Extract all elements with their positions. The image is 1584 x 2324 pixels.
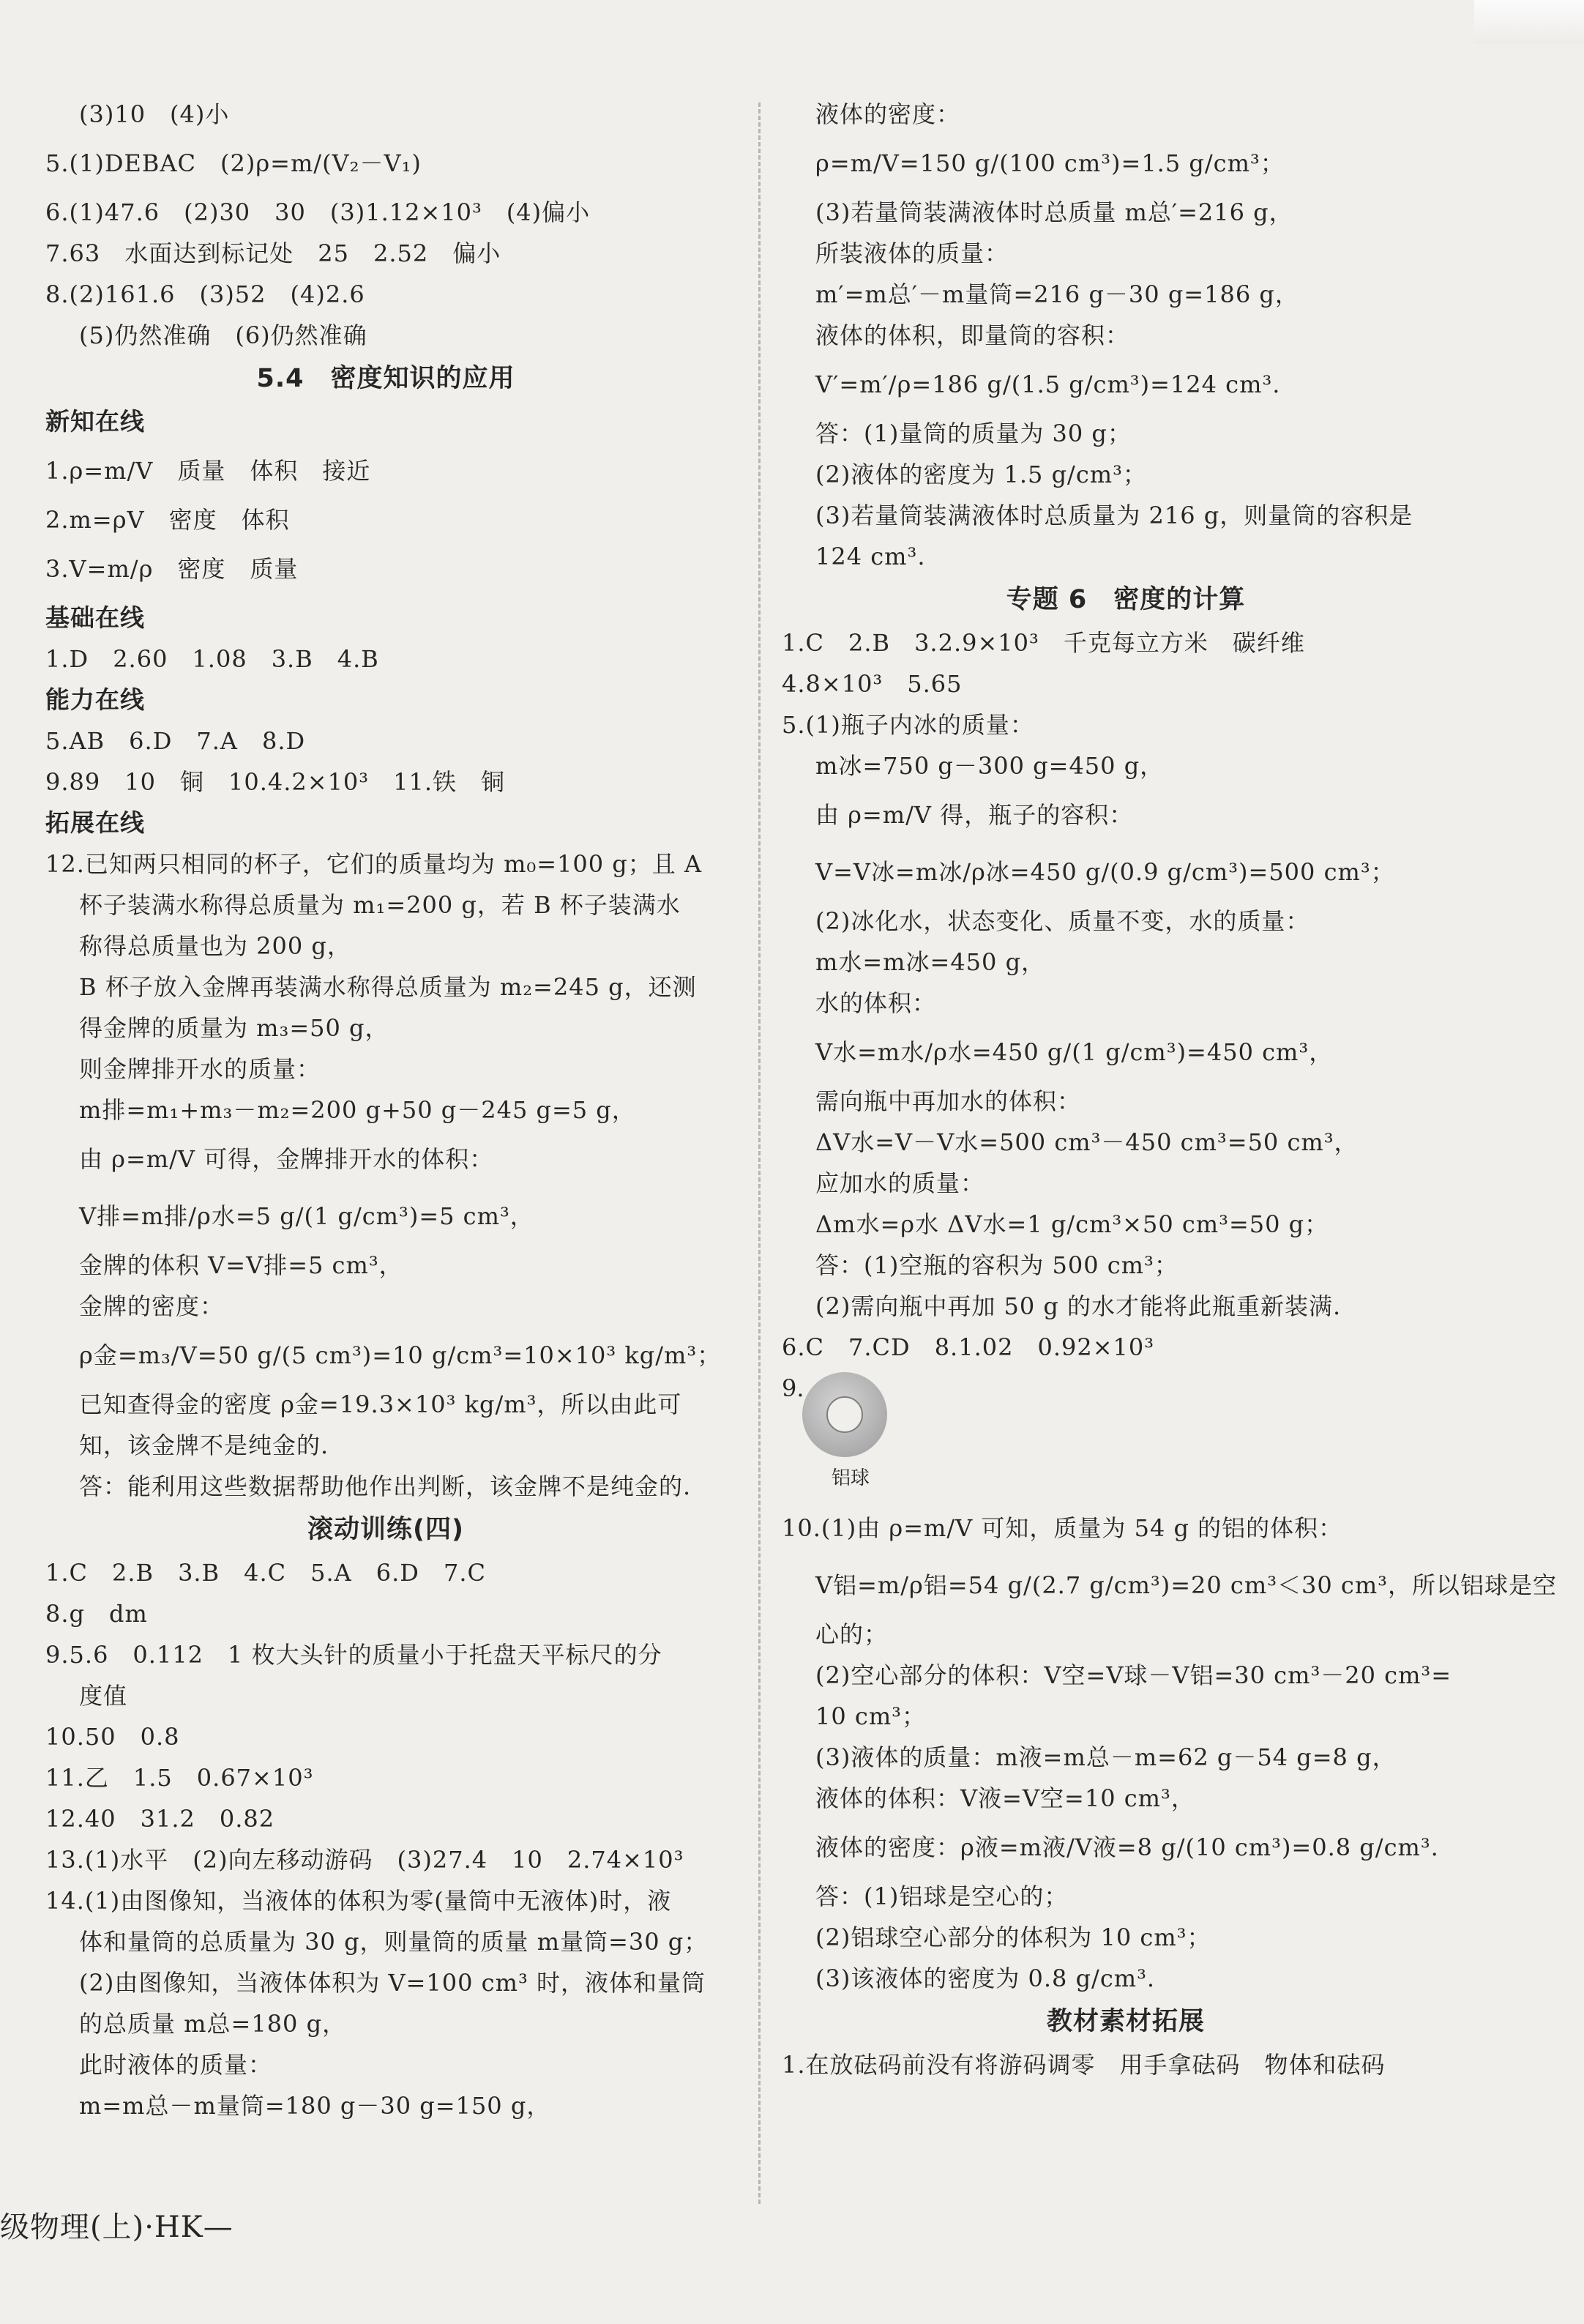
- answer-line: 14.(1)由图像知，当液体的体积为零(量筒中无液体)时，液: [45, 1887, 672, 1915]
- answer-line: ΔV水=V－V水=500 cm³－450 cm³=50 cm³，: [815, 1128, 1359, 1156]
- answer-line: 金牌的体积 V=V排=5 cm³，: [79, 1251, 403, 1279]
- answer-line: m′=m总′－m量筒=216 g－30 g=186 g，: [815, 280, 1299, 308]
- column-divider: [758, 103, 761, 2204]
- answer-line: 体和量筒的总质量为 30 g，则量筒的质量 m量筒=30 g；: [79, 1928, 709, 1956]
- answer-line: (2)需向瓶中再加 50 g 的水才能将此瓶重新装满.: [815, 1292, 1342, 1320]
- answer-line: m=m总－m量筒=180 g－30 g=150 g，: [79, 2092, 551, 2120]
- answer-line: (2)液体的密度为 1.5 g/cm³；: [815, 461, 1147, 488]
- answer-line: 答：(1)铝球是空心的；: [815, 1882, 1069, 1910]
- answer-line: B 杯子放入金牌再装满水称得总质量为 m₂=245 g，还测: [79, 973, 697, 1001]
- answer-line: 的总质量 m总=180 g，: [79, 2010, 347, 2038]
- answer-line: 5.(1)DEBAC (2)ρ=m/(V₂－V₁): [45, 149, 422, 177]
- answer-line: 液体的密度：: [815, 100, 961, 128]
- answer-line: 6.C 7.CD 8.1.02 0.92×10³: [782, 1333, 1155, 1361]
- answer-line: 10.50 0.8: [45, 1723, 180, 1751]
- answer-line: 7.63 水面达到标记处 25 2.52 偏小: [45, 239, 501, 267]
- answer-line: V排=m排/ρ水=5 g/(1 g/cm³)=5 cm³，: [79, 1202, 534, 1230]
- subsection-heading: 新知在线: [45, 407, 145, 436]
- answer-line: 此时液体的质量：: [79, 2051, 273, 2079]
- answer-line: (2)由图像知，当液体体积为 V=100 cm³ 时，液体和量筒: [79, 1969, 706, 1997]
- answer-line: (3)若量筒装满液体时总质量 m总′=216 g，: [815, 198, 1293, 226]
- answer-line: 1.D 2.60 1.08 3.B 4.B: [45, 645, 379, 673]
- answer-line: 6.(1)47.6 (2)30 30 (3)1.12×10³ (4)偏小: [45, 198, 591, 226]
- answer-line: 8.(2)161.6 (3)52 (4)2.6: [45, 280, 365, 308]
- answer-line: 10.(1)由 ρ=m/V 可知，质量为 54 g 的铝的体积：: [782, 1514, 1343, 1542]
- answer-line: 知，该金牌不是纯金的.: [79, 1431, 329, 1459]
- answer-line: 得金牌的质量为 m₃=50 g，: [79, 1014, 389, 1042]
- answer-line: 由 ρ=m/V 得，瓶子的容积：: [815, 801, 1134, 829]
- right-column: [782, 94, 1558, 2085]
- answer-line: 12.40 31.2 0.82: [45, 1805, 275, 1833]
- hollow-ball-icon: [802, 1372, 887, 1457]
- answer-line: V=V冰=m冰/ρ冰=450 g/(0.9 g/cm³)=500 cm³；: [815, 858, 1395, 886]
- answer-line: (2)铝球空心部分的体积为 10 cm³；: [815, 1923, 1211, 1951]
- answer-line: 1.ρ=m/V 质量 体积 接近: [45, 457, 371, 485]
- answer-line: 10 cm³；: [815, 1702, 926, 1730]
- diagram-label: 铝球: [832, 1467, 870, 1489]
- answer-line: 5.(1)瓶子内冰的质量：: [782, 711, 1034, 739]
- section-title: 教材素材拓展: [1046, 2007, 1205, 2036]
- answer-line: 9.89 10 铜 10.4.2×10³ 11.铁 铜: [45, 768, 506, 796]
- answer-line: m冰=750 g－300 g=450 g，: [815, 752, 1165, 780]
- answer-line: (2)冰化水，状态变化、质量不变，水的质量：: [815, 907, 1310, 935]
- answer-line: (3)若量筒装满液体时总质量为 216 g，则量筒的容积是: [815, 502, 1413, 529]
- answer-line: V铝=m/ρ铝=54 g/(2.7 g/cm³)=20 cm³＜30 cm³，所以铝球是空: [815, 1571, 1558, 1599]
- answer-line: (5)仍然准确 (6)仍然准确: [79, 321, 367, 349]
- answer-line: V水=m水/ρ水=450 g/(1 g/cm³)=450 cm³，: [815, 1038, 1334, 1066]
- answer-line: 则金牌排开水的质量：: [79, 1055, 321, 1083]
- answer-line: 2.m=ρV 密度 体积: [45, 506, 290, 534]
- answer-line: 1.C 2.B 3.2.9×10³ 千克每立方米 碳纤维: [782, 629, 1305, 657]
- hollow-core: [826, 1396, 863, 1433]
- answer-line: 答：能利用这些数据帮助他作出判断，该金牌不是纯金的.: [79, 1472, 692, 1500]
- answer-line: 杯子装满水称得总质量为 m₁=200 g，若 B 杯子装满水: [79, 891, 681, 919]
- subsection-heading: 基础在线: [45, 603, 145, 632]
- answer-line: 称得总质量也为 200 g，: [79, 932, 351, 960]
- answer-line: 所装液体的质量：: [815, 239, 1009, 267]
- answer-line: 3.V=m/ρ 密度 质量: [45, 555, 299, 583]
- answer-line: (3)该液体的密度为 0.8 g/cm³.: [815, 1964, 1156, 1992]
- page-corner-shading: [1474, 0, 1584, 44]
- subsection-heading: 拓展在线: [45, 808, 145, 837]
- answer-line: 已知查得金的密度 ρ金=19.3×10³ kg/m³，所以由此可: [79, 1390, 682, 1418]
- answer-line: 液体的体积：V液=V空=10 cm³，: [815, 1784, 1195, 1812]
- answer-line: 心的；: [815, 1620, 889, 1648]
- answer-line: 应加水的质量：: [815, 1169, 985, 1197]
- answer-line: 1.在放砝码前没有将游码调零 用手拿砝码 物体和砝码: [782, 2051, 1386, 2079]
- left-column: [45, 94, 726, 2126]
- answer-line: 由 ρ=m/V 可得，金牌排开水的体积：: [79, 1145, 494, 1173]
- section-title: 滚动训练(四): [307, 1515, 464, 1544]
- answer-line: 答：(1)空瓶的容积为 500 cm³；: [815, 1251, 1178, 1279]
- answer-line: 液体的体积，即量筒的容积：: [815, 321, 1130, 349]
- answer-line: 12.已知两只相同的杯子，它们的质量均为 m₀=100 g；且 A: [45, 850, 703, 878]
- answer-line: 5.AB 6.D 7.A 8.D: [45, 727, 306, 755]
- answer-line: 水的体积：: [815, 989, 937, 1017]
- answer-line: 液体的密度：ρ液=m液/V液=8 g/(10 cm³)=0.8 g/cm³.: [815, 1833, 1439, 1861]
- section-title: 5.4 密度知识的应用: [256, 364, 515, 393]
- answer-line: V′=m′/ρ=186 g/(1.5 g/cm³)=124 cm³.: [815, 370, 1281, 398]
- answer-line: 度值: [79, 1682, 128, 1710]
- answer-line: 1.C 2.B 3.B 4.C 5.A 6.D 7.C: [45, 1559, 486, 1587]
- answer-line: 4.8×10³ 5.65: [782, 670, 963, 698]
- subsection-heading: 能力在线: [45, 685, 145, 714]
- page-footer: 级物理(上)·HK—: [0, 2211, 234, 2244]
- answer-line: 13.(1)水平 (2)向左移动游码 (3)27.4 10 2.74×10³: [45, 1846, 684, 1874]
- section-title: 专题 6 密度的计算: [1006, 585, 1246, 614]
- answer-line: 9.5.6 0.112 1 枚大头针的质量小于托盘天平标尺的分: [45, 1641, 662, 1669]
- answer-line: m排=m₁+m₃－m₂=200 g+50 g－245 g=5 g，: [79, 1096, 636, 1124]
- answer-line: 金牌的密度：: [79, 1292, 225, 1320]
- answer-line: 答：(1)量筒的质量为 30 g；: [815, 420, 1132, 447]
- answer-line: 需向瓶中再加水的体积：: [815, 1087, 1082, 1115]
- answer-line: 11.乙 1.5 0.67×10³: [45, 1764, 314, 1792]
- answer-line: (2)空心部分的体积：V空=V球－V铝=30 cm³－20 cm³=: [815, 1661, 1452, 1689]
- answer-line: 8.g dm: [45, 1600, 148, 1628]
- answer-line: (3)液体的质量：m液=m总－m=62 g－54 g=8 g，: [815, 1743, 1397, 1771]
- answer-line: Δm水=ρ水 ΔV水=1 g/cm³×50 cm³=50 g；: [815, 1210, 1329, 1238]
- answer-line: 124 cm³.: [815, 543, 926, 570]
- aluminum-ball-diagram: [782, 1368, 1470, 1500]
- answer-line: ρ金=m₃/V=50 g/(5 cm³)=10 g/cm³=10×10³ kg/m³；: [79, 1341, 722, 1369]
- answer-line: ρ=m/V=150 g/(100 cm³)=1.5 g/cm³；: [815, 149, 1285, 177]
- answer-line: m水=m冰=450 g，: [815, 948, 1046, 976]
- question-number: 9.: [782, 1374, 804, 1402]
- answer-line: (3)10 (4)小: [79, 100, 230, 128]
